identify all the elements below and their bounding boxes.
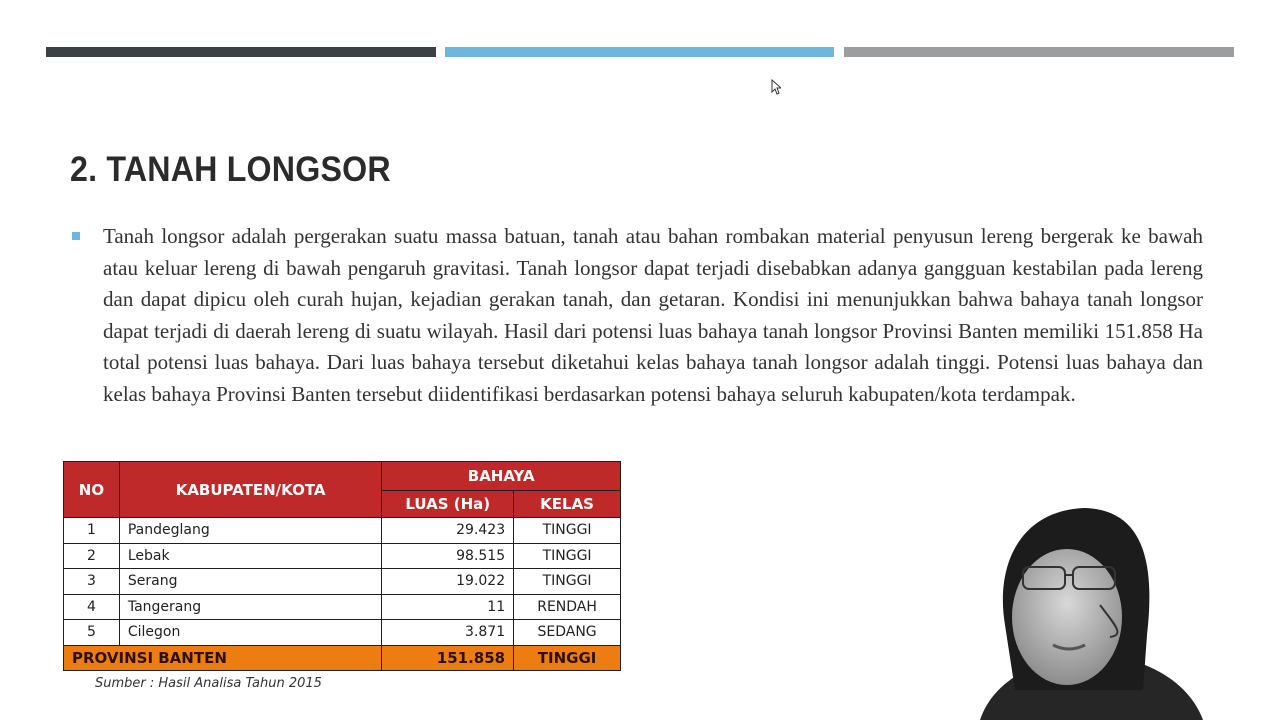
header-class: KELAS: [514, 491, 621, 518]
cell-area: 3.871: [382, 620, 514, 646]
header-area: LUAS (Ha): [382, 491, 514, 518]
cell-class: RENDAH: [514, 594, 621, 620]
header-hazard-group: BAHAYA: [382, 462, 621, 491]
cell-class: SEDANG: [514, 620, 621, 646]
mouse-pointer-icon: [771, 79, 781, 95]
slide-title: 2. TANAH LONGSOR: [70, 150, 391, 189]
presenter-webcam: [975, 505, 1205, 720]
table-row: [64, 543, 621, 569]
total-class: TINGGI: [514, 645, 621, 671]
cell-area: 19.022: [382, 569, 514, 595]
cell-no: 2: [64, 543, 120, 569]
cell-region: Tangerang: [119, 594, 381, 620]
accent-bar-gray: [844, 47, 1234, 57]
accent-bar-dark: [46, 47, 436, 57]
cell-class: TINGGI: [514, 518, 621, 544]
hazard-table: [63, 461, 621, 671]
header-no: NO: [64, 462, 120, 518]
cell-no: 3: [64, 569, 120, 595]
table-source-note: Sumber : Hasil Analisa Tahun 2015: [95, 676, 322, 691]
cell-no: 4: [64, 594, 120, 620]
cell-region: Cilegon: [119, 620, 381, 646]
table-total-row: [64, 645, 621, 671]
cell-no: 1: [64, 518, 120, 544]
table-row: [64, 620, 621, 646]
cell-region: Lebak: [119, 543, 381, 569]
header-region: KABUPATEN/KOTA: [119, 462, 381, 518]
cell-area: 29.423: [382, 518, 514, 544]
cell-no: 5: [64, 620, 120, 646]
cell-class: TINGGI: [514, 569, 621, 595]
cell-area: 98.515: [382, 543, 514, 569]
hazard-table-container: [63, 461, 621, 671]
cell-region: Pandeglang: [119, 518, 381, 544]
cell-area: 11: [382, 594, 514, 620]
square-bullet-icon: [72, 232, 80, 240]
cell-region: Serang: [119, 569, 381, 595]
table-row: [64, 569, 621, 595]
cell-class: TINGGI: [514, 543, 621, 569]
table-row: [64, 518, 621, 544]
accent-bar-blue: [445, 47, 834, 57]
table-row: [64, 594, 621, 620]
total-area: 151.858: [382, 645, 514, 671]
slide-paragraph: Tanah longsor adalah pergerakan suatu massa batuan, tanah atau bahan rombakan material penyusun lereng bergerak ke bawah atau keluar lereng di bawah pengaruh gravitasi. Tanah longsor dapat terjadi disebabkan adanya gangguan kestabilan pada lereng dan dapat dipicu oleh curah hujan, kejadian gerakan tanah, dan getaran. Kondisi ini menunjukkan bahwa bahaya tanah longsor dapat terjadi di daerah lereng di suatu wilayah. Hasil dari potensi luas bahaya tanah longsor Provinsi Banten memiliki 151.858 Ha total potensi luas bahaya. Dari luas bahaya tersebut diketahui kelas bahaya tanah longsor adalah tinggi. Potensi luas bahaya dan kelas bahaya Provinsi Banten tersebut diidentifikasi berdasarkan potensi bahaya seluruh kabupaten/kota terdampak.: [103, 224, 1203, 406]
total-label: PROVINSI BANTEN: [64, 645, 382, 671]
